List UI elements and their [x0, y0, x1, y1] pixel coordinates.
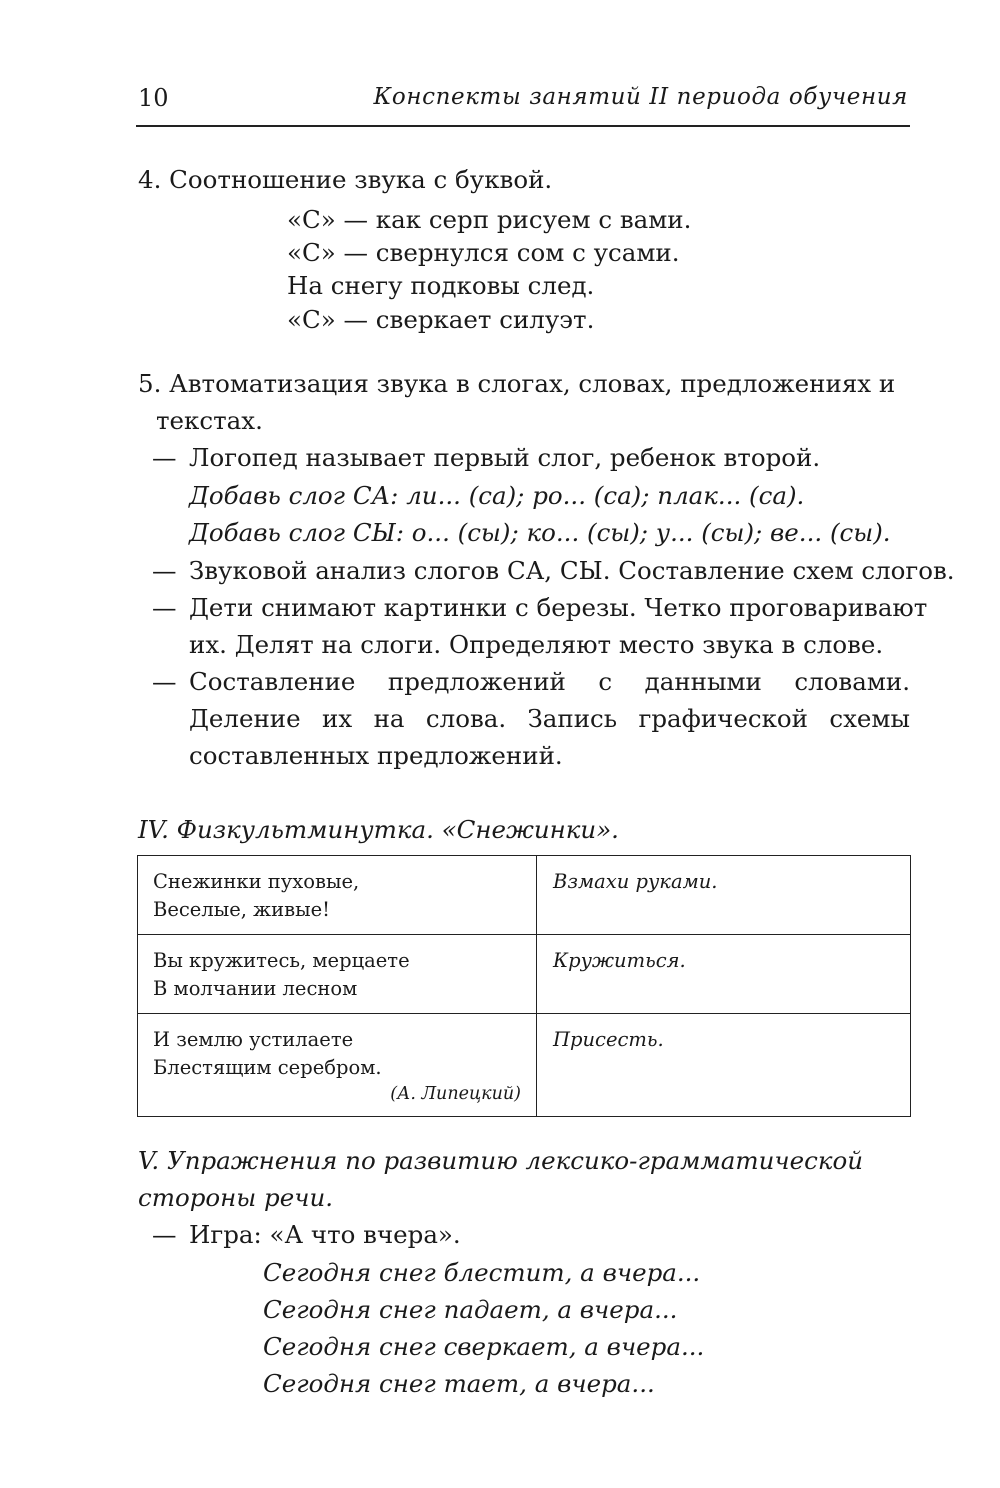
word: предложений — [387, 667, 566, 696]
word: Запись — [527, 704, 618, 733]
table-cell-text — [138, 856, 537, 935]
game-line: Сегодня снег падает, а вчера... — [263, 1295, 678, 1324]
poem-line: «С» — как серп рисуем с вами. — [287, 205, 692, 234]
list-item-cont: составленных предложений. — [189, 741, 563, 770]
example-line: Добавь слог СА: ли... (са); ро... (са); плак... (са). — [189, 481, 805, 510]
list-item-cont: их. Делят на слоги. Определяют место звука в слове. — [189, 630, 884, 659]
list-item: Игра: «А что вчера». — [189, 1220, 461, 1249]
verse-line: Снежинки пуховые, — [153, 870, 360, 893]
list-dash: — — [152, 667, 177, 696]
poem-line: «С» — сверкает силуэт. — [287, 305, 595, 334]
list-dash: — — [152, 443, 177, 472]
table-cell-action: Присесть. — [537, 1014, 911, 1117]
header-rule — [136, 125, 910, 127]
word: на — [373, 704, 405, 733]
list-item-justified — [189, 667, 910, 696]
running-title: Конспекты занятий II периода обучения — [373, 84, 908, 110]
list-item: Звуковой анализ слогов СА, СЫ. Составление схем слогов. — [189, 556, 955, 585]
section-5-heading: 5. Автоматизация звука в слогах, словах, предложениях и — [138, 369, 896, 398]
table-cell-text — [138, 1014, 537, 1117]
list-dash: — — [152, 556, 177, 585]
exercise-table — [137, 855, 911, 1117]
section-v-heading-cont: стороны речи. — [138, 1183, 334, 1212]
list-item: Логопед называет первый слог, ребенок второй. — [189, 443, 821, 472]
word: с — [598, 667, 613, 696]
page-number: 10 — [138, 84, 169, 112]
verse-line: И землю устилаете — [153, 1028, 354, 1051]
section-iv-heading: IV. Физкультминутка. «Снежинки». — [138, 815, 619, 844]
word: Составление — [189, 667, 356, 696]
verse-line: Веселые, живые! — [153, 898, 330, 921]
poem-line: На снегу подковы след. — [287, 271, 595, 300]
section-4-heading: 4. Соотношение звука с буквой. — [138, 165, 553, 194]
word: данными — [644, 667, 762, 696]
list-item: Дети снимают картинки с березы. Четко проговаривают — [189, 593, 928, 622]
list-item-justified — [189, 704, 910, 733]
game-line: Сегодня снег тает, а вчера... — [263, 1369, 655, 1398]
verse-line: В молчании лесном — [153, 977, 358, 1000]
game-line: Сегодня снег сверкает, а вчера... — [263, 1332, 705, 1361]
word: слова. — [425, 704, 507, 733]
section-v-heading: V. Упражнения по развитию лексико-грамматической — [138, 1146, 863, 1175]
word: графической — [638, 704, 808, 733]
verse-line: Вы кружитесь, мерцаете — [153, 949, 410, 972]
table-cell-action: Взмахи руками. — [537, 856, 911, 935]
word: Деление — [189, 704, 301, 733]
table-row — [138, 1014, 911, 1117]
example-line: Добавь слог СЫ: о... (сы); ко... (сы); у... (сы); ве... (сы). — [189, 518, 891, 547]
table-cell-action: Кружиться. — [537, 935, 911, 1014]
word: их — [322, 704, 353, 733]
word: словами. — [794, 667, 910, 696]
verse-line: Блестящим серебром. — [153, 1056, 382, 1079]
section-5-heading-cont: текстах. — [156, 406, 263, 435]
list-dash: — — [152, 593, 177, 622]
list-dash: — — [152, 1220, 177, 1249]
author-credit: (А. Липецкий) — [390, 1084, 521, 1104]
table-cell-text — [138, 935, 537, 1014]
poem-line: «С» — свернулся сом с усами. — [287, 238, 680, 267]
table-row — [138, 935, 911, 1014]
game-line: Сегодня снег блестит, а вчера... — [263, 1258, 701, 1287]
word: схемы — [829, 704, 910, 733]
table-row — [138, 856, 911, 935]
